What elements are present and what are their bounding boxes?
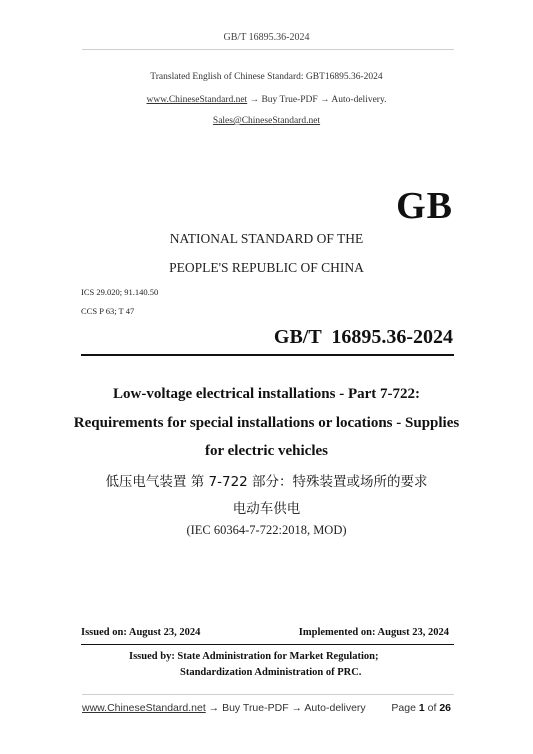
issued-on-date: Issued on: August 23, 2024 — [81, 627, 201, 638]
chinese-title-line-2: 电动车供电 — [232, 501, 301, 517]
header-divider — [82, 49, 454, 50]
dates-divider — [81, 644, 454, 645]
site-link[interactable]: www.ChineseStandard.net — [146, 95, 248, 105]
ccs-code: CCS P 63; T 47 — [81, 306, 135, 316]
chinese-title-line-1: 低压电气装置 第 7-722 部分：特殊装置或场所的要求 — [105, 474, 428, 490]
buy-true-pdf-text: Buy True-PDF — [261, 95, 318, 105]
english-title-line-2: Requirements for special installations or locations - Supplies — [73, 415, 460, 431]
page-indicator — [391, 702, 451, 714]
arrow-right-icon: → — [247, 95, 262, 105]
sales-email-link[interactable]: Sales@ChineseStandard.net — [212, 116, 321, 126]
purchase-links-line — [0, 95, 533, 105]
gb-logo: GB — [396, 185, 453, 227]
prc-heading: PEOPLE'S REPUBLIC OF CHINA — [169, 260, 364, 275]
running-header: GB/T 16895.36-2024 — [223, 32, 310, 43]
implemented-on-date: Implemented on: August 23, 2024 — [298, 627, 449, 638]
footer-site-link[interactable]: www.ChineseStandard.net — [82, 702, 206, 714]
translation-notice: Translated English of Chinese Standard: GBT16895.36-2024 — [150, 72, 383, 82]
auto-delivery-text: Auto-delivery. — [331, 95, 387, 105]
page-of-label: of — [427, 702, 437, 714]
national-standard-heading: NATIONAL STANDARD OF THE — [169, 231, 364, 246]
arrow-right-icon: → — [317, 95, 332, 105]
standard-number-rule — [81, 354, 454, 356]
english-title-line-3: for electric vehicles — [205, 443, 328, 459]
standard-number: GB/T 16895.36-2024 — [273, 326, 453, 348]
footer-buy-text: Buy True-PDF — [222, 702, 289, 714]
page-current: 1 — [418, 702, 425, 714]
email-line — [0, 116, 533, 126]
arrow-right-icon: → — [205, 702, 223, 714]
ics-code: ICS 29.020; 91.140.50 — [81, 287, 159, 297]
arrow-right-icon: → — [288, 702, 305, 714]
english-title-line-1: Low-voltage electrical installations - Part 7-722: — [112, 386, 420, 402]
page-label: Page — [391, 702, 416, 714]
footer-delivery-text: Auto-delivery — [304, 702, 366, 714]
footer-divider — [82, 694, 454, 695]
issuer-line-2: Standardization Administration of PRC. — [180, 667, 362, 678]
iec-reference: (IEC 60364-7-722:2018, MOD) — [186, 523, 347, 537]
issuer-line-1: Issued by: State Administration for Market Regulation; — [129, 651, 379, 662]
page-total: 26 — [439, 702, 451, 714]
footer-links — [82, 702, 366, 714]
